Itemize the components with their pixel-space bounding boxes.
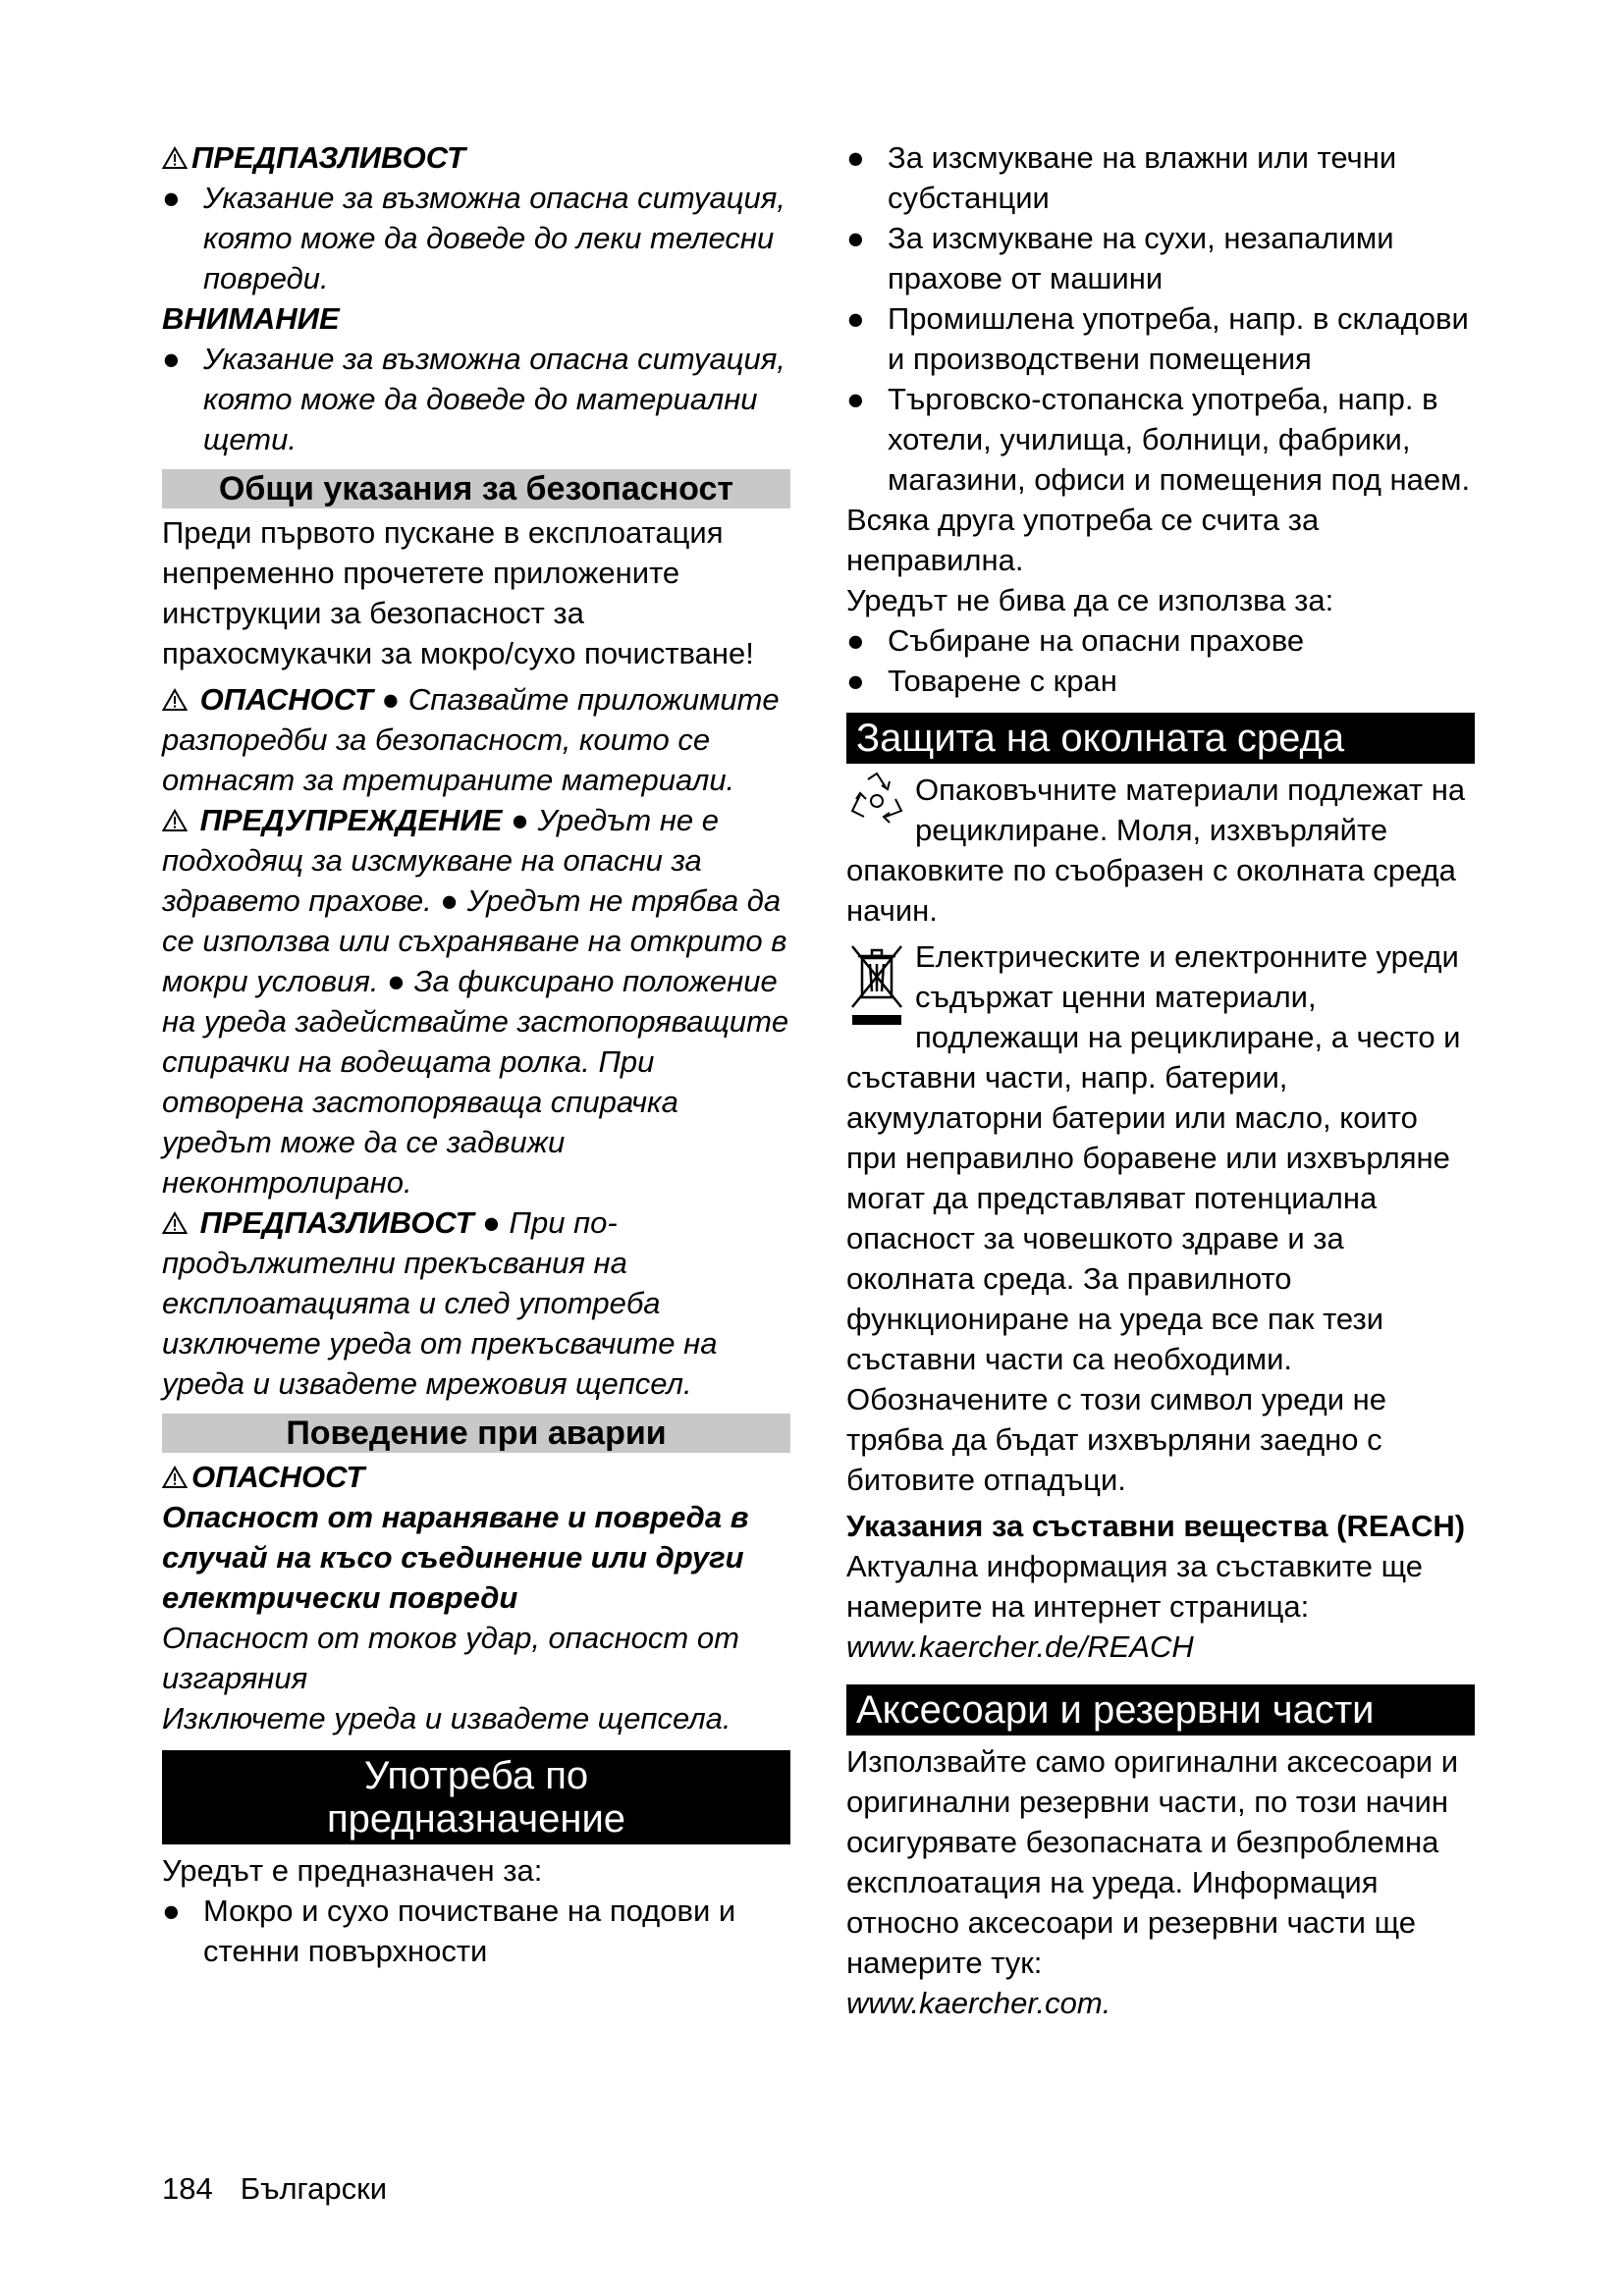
warning-block: ПРЕДУПРЕЖДЕНИЕ ● Уредът не е подходящ за изсмукване на опасни за здравето прахове. ● Уредът не трябва да се използва или съхраняване на открито в мокри условия. ● За фиксирано положение на уреда задействайте застопоряващите спирачки на водещата ролка. При отворена застопоряваща спирачка уредът може да се задвижи неконтролирано.	[162, 803, 789, 1200]
attention-text: ● Указание за възможна опасна ситуация, която може да доведе до материални щети.	[162, 342, 785, 456]
usage-item: ● Мокро и сухо почистване на подови и стенни повърхности	[162, 1894, 736, 1968]
recycling-text: Опаковъчните материали подлежат на рециклиране. Моля, изхвърляйте опаковките по съобразен с околната среда начин.	[846, 773, 1466, 928]
emergency-bold-text: Опасност от нараняване и повреда в случай на късо съединение или други електрически повреди	[162, 1500, 749, 1615]
other-use-text: Всяка друга употреба се счита за неправилна.	[846, 503, 1320, 577]
page-footer	[162, 2169, 414, 2209]
caution2-block: ПРЕДПАЗЛИВОСТ ● При по-продължителни прекъсвания на експлоатацията и след употреба изключете уреда от прекъсвачите на уреда и извадете мрежовия щепсел.	[162, 1205, 718, 1401]
caution2-text: При по-продължителни прекъсвания на експлоатацията и след употреба изключете уреда от прекъсвачите на уреда и извадете мрежовия щепсел.	[162, 1205, 718, 1401]
usage-heading	[162, 1750, 790, 1844]
not-for-intro: Уредът не бива да се използва за:	[846, 583, 1334, 617]
danger-block: ОПАСНОСТ ● Спазвайте приложимите разпоредби за безопасност, които се отнасят за третираните материали.	[162, 682, 780, 797]
danger-label: ОПАСНОСТ	[199, 682, 373, 717]
danger-text: Спазвайте приложимите разпоредби за безопасност, които се отнасят за третираните материали.	[162, 682, 780, 797]
caution-text: ● Указание за възможна опасна ситуация, която може да доведе до леки телесни повреди.	[162, 181, 785, 295]
left-column	[162, 137, 790, 1971]
attention-heading: ВНИМАНИЕ	[162, 301, 340, 336]
warning-triangle-icon	[162, 1466, 188, 1489]
warning-label: ПРЕДУПРЕЖДЕНИЕ	[199, 803, 503, 837]
reach-link[interactable]: www.kaercher.de/REACH	[846, 1629, 1194, 1664]
warning-triangle-icon	[162, 1211, 188, 1235]
caution-heading: ПРЕДПАЗЛИВОСТ	[162, 137, 790, 178]
usage-item: ● За изсмукване на влажни или течни субстанции	[846, 140, 1397, 215]
safety-intro: Преди първото пускане в експлоатация непременно прочетете приложените инструкции за безопасност за прахосмукачки за мокро/сухо почистване!	[162, 515, 754, 670]
page-number: 184	[162, 2171, 213, 2206]
weee-text: Електрическите и електронните уреди съдържат ценни материали, подлежащи на рециклиране, а често и съставни части, напр. батерии, акумулаторни батерии или масло, които при неправилно боравене или изхвърляне могат да представляват потенциална опасност за човешкото здраве и за околната среда. За правилното функциониране на уреда все пак тези съставни части са необходими. Обозначените с този символ уреди не трябва да бъдат изхвърляни заедно с битовите отпадъци.	[846, 939, 1461, 1497]
footer-language: Български	[240, 2171, 388, 2206]
crossed-bin-icon	[846, 936, 911, 1039]
reach-text: Актуална информация за съставките ще намерите на интернет страница:	[846, 1549, 1424, 1624]
usage-heading-line-2: предназначение	[326, 1797, 626, 1841]
accessories-link[interactable]: www.kaercher.com.	[846, 1986, 1111, 2020]
accessories-heading: Аксесоари и резервни части	[846, 1684, 1475, 1735]
warning-text-1: Уредът не е подходящ за изсмукване на опасни за здравето прахове.	[162, 803, 720, 918]
emergency-danger-heading: ОПАСНОСТ	[162, 1457, 790, 1497]
warning-text-3: За фиксирано положение на уреда задействайте застопоряващите спирачки на водещата ролка. При отворена застопоряваща спирачка уредът може да се задвижи неконтролирано.	[162, 964, 789, 1200]
warning-triangle-icon	[162, 146, 188, 170]
warning-triangle-icon	[162, 688, 188, 712]
usage-heading-line-1: Употреба по	[363, 1754, 589, 1797]
usage-intro: Уредът е предназначен за:	[162, 1853, 543, 1888]
emergency-heading: Поведение при аварии	[162, 1414, 790, 1453]
not-for-item: ● Товарене с кран	[846, 664, 1117, 698]
usage-item: ● Търговско-стопанска употреба, напр. в хотели, училища, болници, фабрики, магазини, офиси и помещения под наем.	[846, 382, 1471, 497]
environment-heading: Защита на околната среда	[846, 713, 1475, 764]
recycle-icon	[846, 770, 911, 830]
warning-text-2: Уредът не трябва да се използва или съхраняване на открито в мокри условия.	[162, 883, 787, 998]
not-for-item: ● Събиране на опасни прахове	[846, 623, 1305, 658]
warning-triangle-icon	[162, 809, 188, 832]
reach-heading: Указания за съставни вещества (REACH)	[846, 1509, 1466, 1543]
accessories-text: Използвайте само оригинални аксесоари и оригинални резервни части, по този начин осигурявате безопасната и безпроблемна експлоатация на уреда. Информация относно аксесоари и резервни части ще намерите тук:	[846, 1744, 1459, 1980]
emergency-risk: Опасност от токов удар, опасност от изгаряния	[162, 1621, 739, 1695]
weee-block	[846, 936, 1475, 1500]
recycling-block	[846, 770, 1475, 931]
safety-heading: Общи указания за безопасност	[162, 469, 790, 508]
caution2-label: ПРЕДПАЗЛИВОСТ	[199, 1205, 474, 1240]
usage-item: ● Промишлена употреба, напр. в складови и производствени помещения	[846, 301, 1469, 376]
emergency-action: Изключете уреда и извадете щепсела.	[162, 1701, 731, 1735]
right-column	[846, 137, 1475, 2023]
usage-item: ● За изсмукване на сухи, незапалими прахове от машини	[846, 221, 1394, 295]
